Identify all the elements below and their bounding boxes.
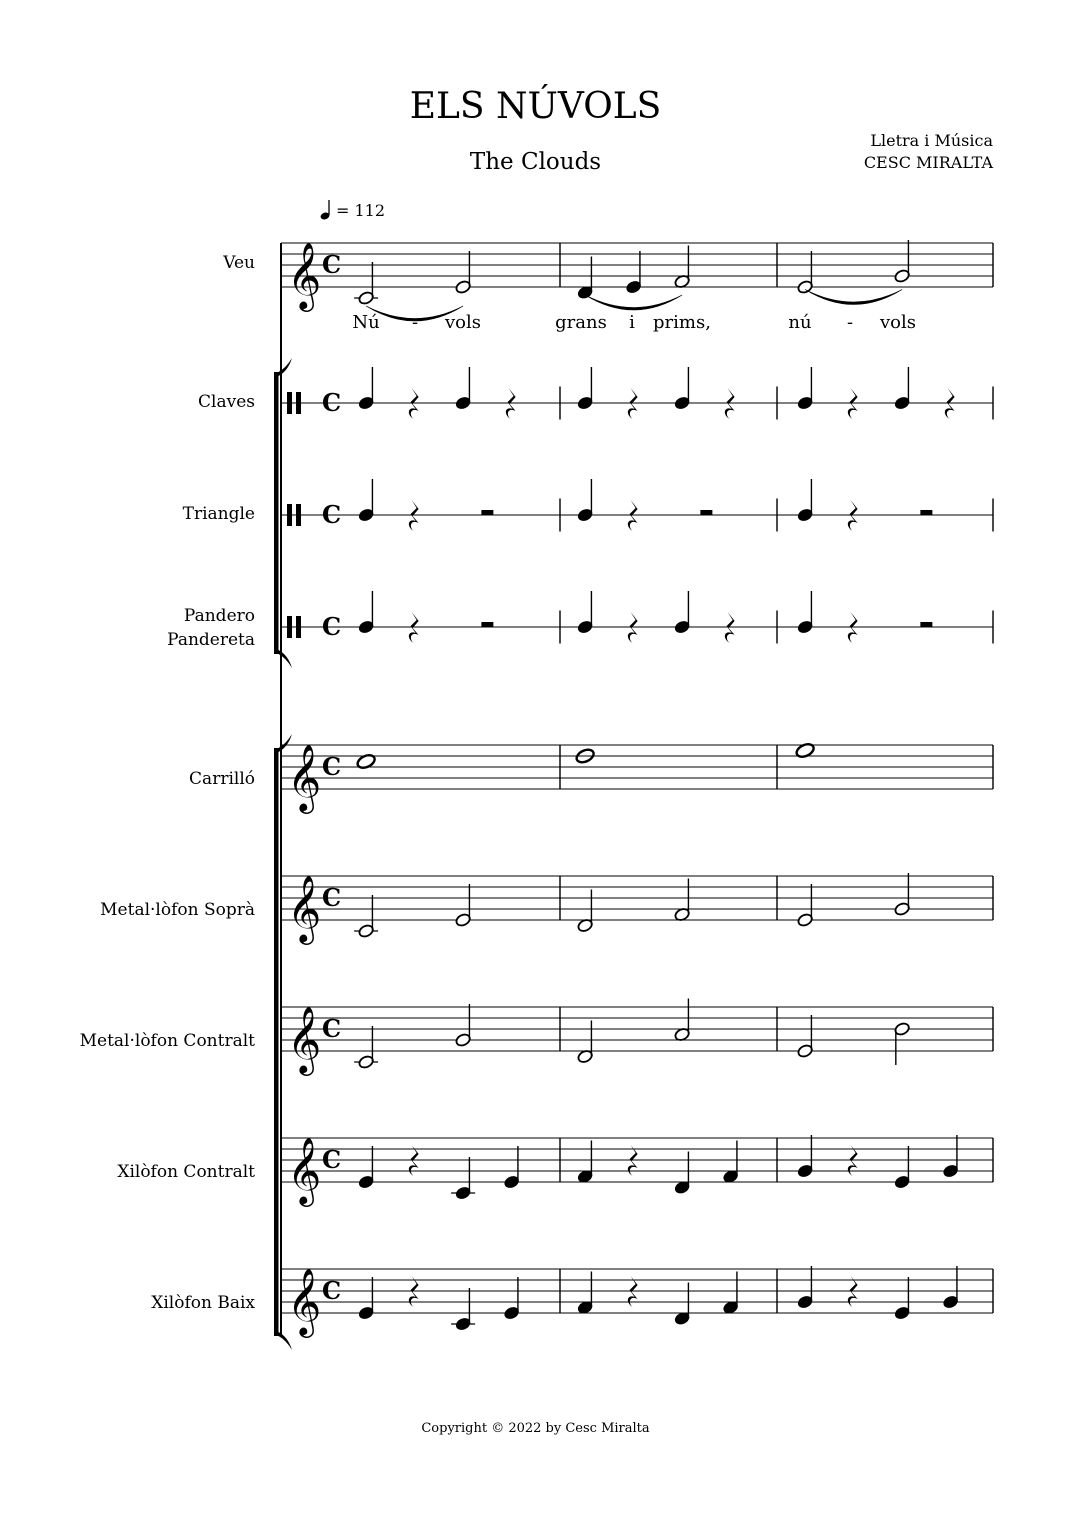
half-rest [920, 622, 932, 627]
lyric-syllable: i [629, 312, 635, 333]
common-time-icon: C [322, 388, 342, 417]
percussion-clef-icon [296, 504, 301, 526]
copyright-notice: Copyright © 2022 by Cesc Miralta [421, 1421, 650, 1436]
treble-clef-icon: 𝄞 [287, 1136, 322, 1204]
slur [585, 295, 682, 310]
percussion-clef-icon [296, 616, 301, 638]
percussion-clef-icon [287, 616, 292, 638]
score-title: ELS NÚVOLS [409, 86, 662, 127]
common-time-icon: C [322, 1014, 342, 1043]
label-claves: Claves [198, 392, 255, 412]
lyric-syllable: vols [445, 312, 481, 333]
treble-clef-icon: 𝄞 [287, 241, 322, 309]
tempo-value: = 112 [336, 200, 386, 220]
treble-clef-icon: 𝄞 [287, 743, 322, 811]
half-rest [481, 622, 493, 627]
treble-clef-icon: 𝄞 [287, 874, 322, 942]
label-xilo-baix: Xilòfon Baix [151, 1293, 255, 1313]
half-rest [700, 510, 712, 515]
label-metal-soprano: Metal·lòfon Soprà [100, 900, 255, 920]
lyric-syllable: - [846, 312, 854, 333]
lyric-syllable: nú [788, 312, 812, 333]
label-pandero: Pandero [183, 606, 255, 626]
common-time-icon: C [322, 1276, 342, 1305]
common-time-icon: C [322, 250, 342, 279]
lyric-syllable: Nú [352, 312, 380, 333]
lyric-syllable: prims, [653, 312, 711, 333]
label-pandereta: Pandereta [167, 630, 255, 650]
half-rest [481, 510, 493, 515]
composer-line-1: Lletra i Música [870, 131, 993, 150]
staves-layer [281, 240, 993, 1338]
slur [805, 290, 902, 305]
common-time-icon: C [322, 500, 342, 529]
half-rest [920, 510, 932, 515]
score-subtitle: The Clouds [469, 149, 602, 175]
label-carrillo: Carrilló [189, 769, 255, 789]
percussion-clef-icon [287, 504, 292, 526]
whole-note [356, 753, 377, 771]
treble-clef-icon: 𝄞 [287, 1005, 322, 1073]
percussion-clef-icon [296, 392, 301, 414]
common-time-icon: C [322, 1145, 342, 1174]
lyric-syllable: vols [880, 312, 916, 333]
lyric-syllable: grans [555, 312, 607, 333]
label-triangle: Triangle [182, 504, 255, 524]
common-time-icon: C [322, 752, 342, 781]
treble-clef-icon: 𝄞 [287, 1267, 322, 1335]
label-veu: Veu [223, 253, 255, 273]
label-xilo-contralt: Xilòfon Contralt [117, 1162, 255, 1182]
percussion-clef-icon [287, 392, 292, 414]
label-metal-contralt: Metal·lòfon Contralt [79, 1031, 255, 1051]
lyric-syllable: - [411, 312, 419, 333]
common-time-icon: C [322, 883, 342, 912]
common-time-icon: C [322, 612, 342, 641]
lyrics-layer [352, 312, 916, 333]
whole-note [795, 742, 816, 760]
composer-line-2: CESC MIRALTA [863, 153, 993, 172]
